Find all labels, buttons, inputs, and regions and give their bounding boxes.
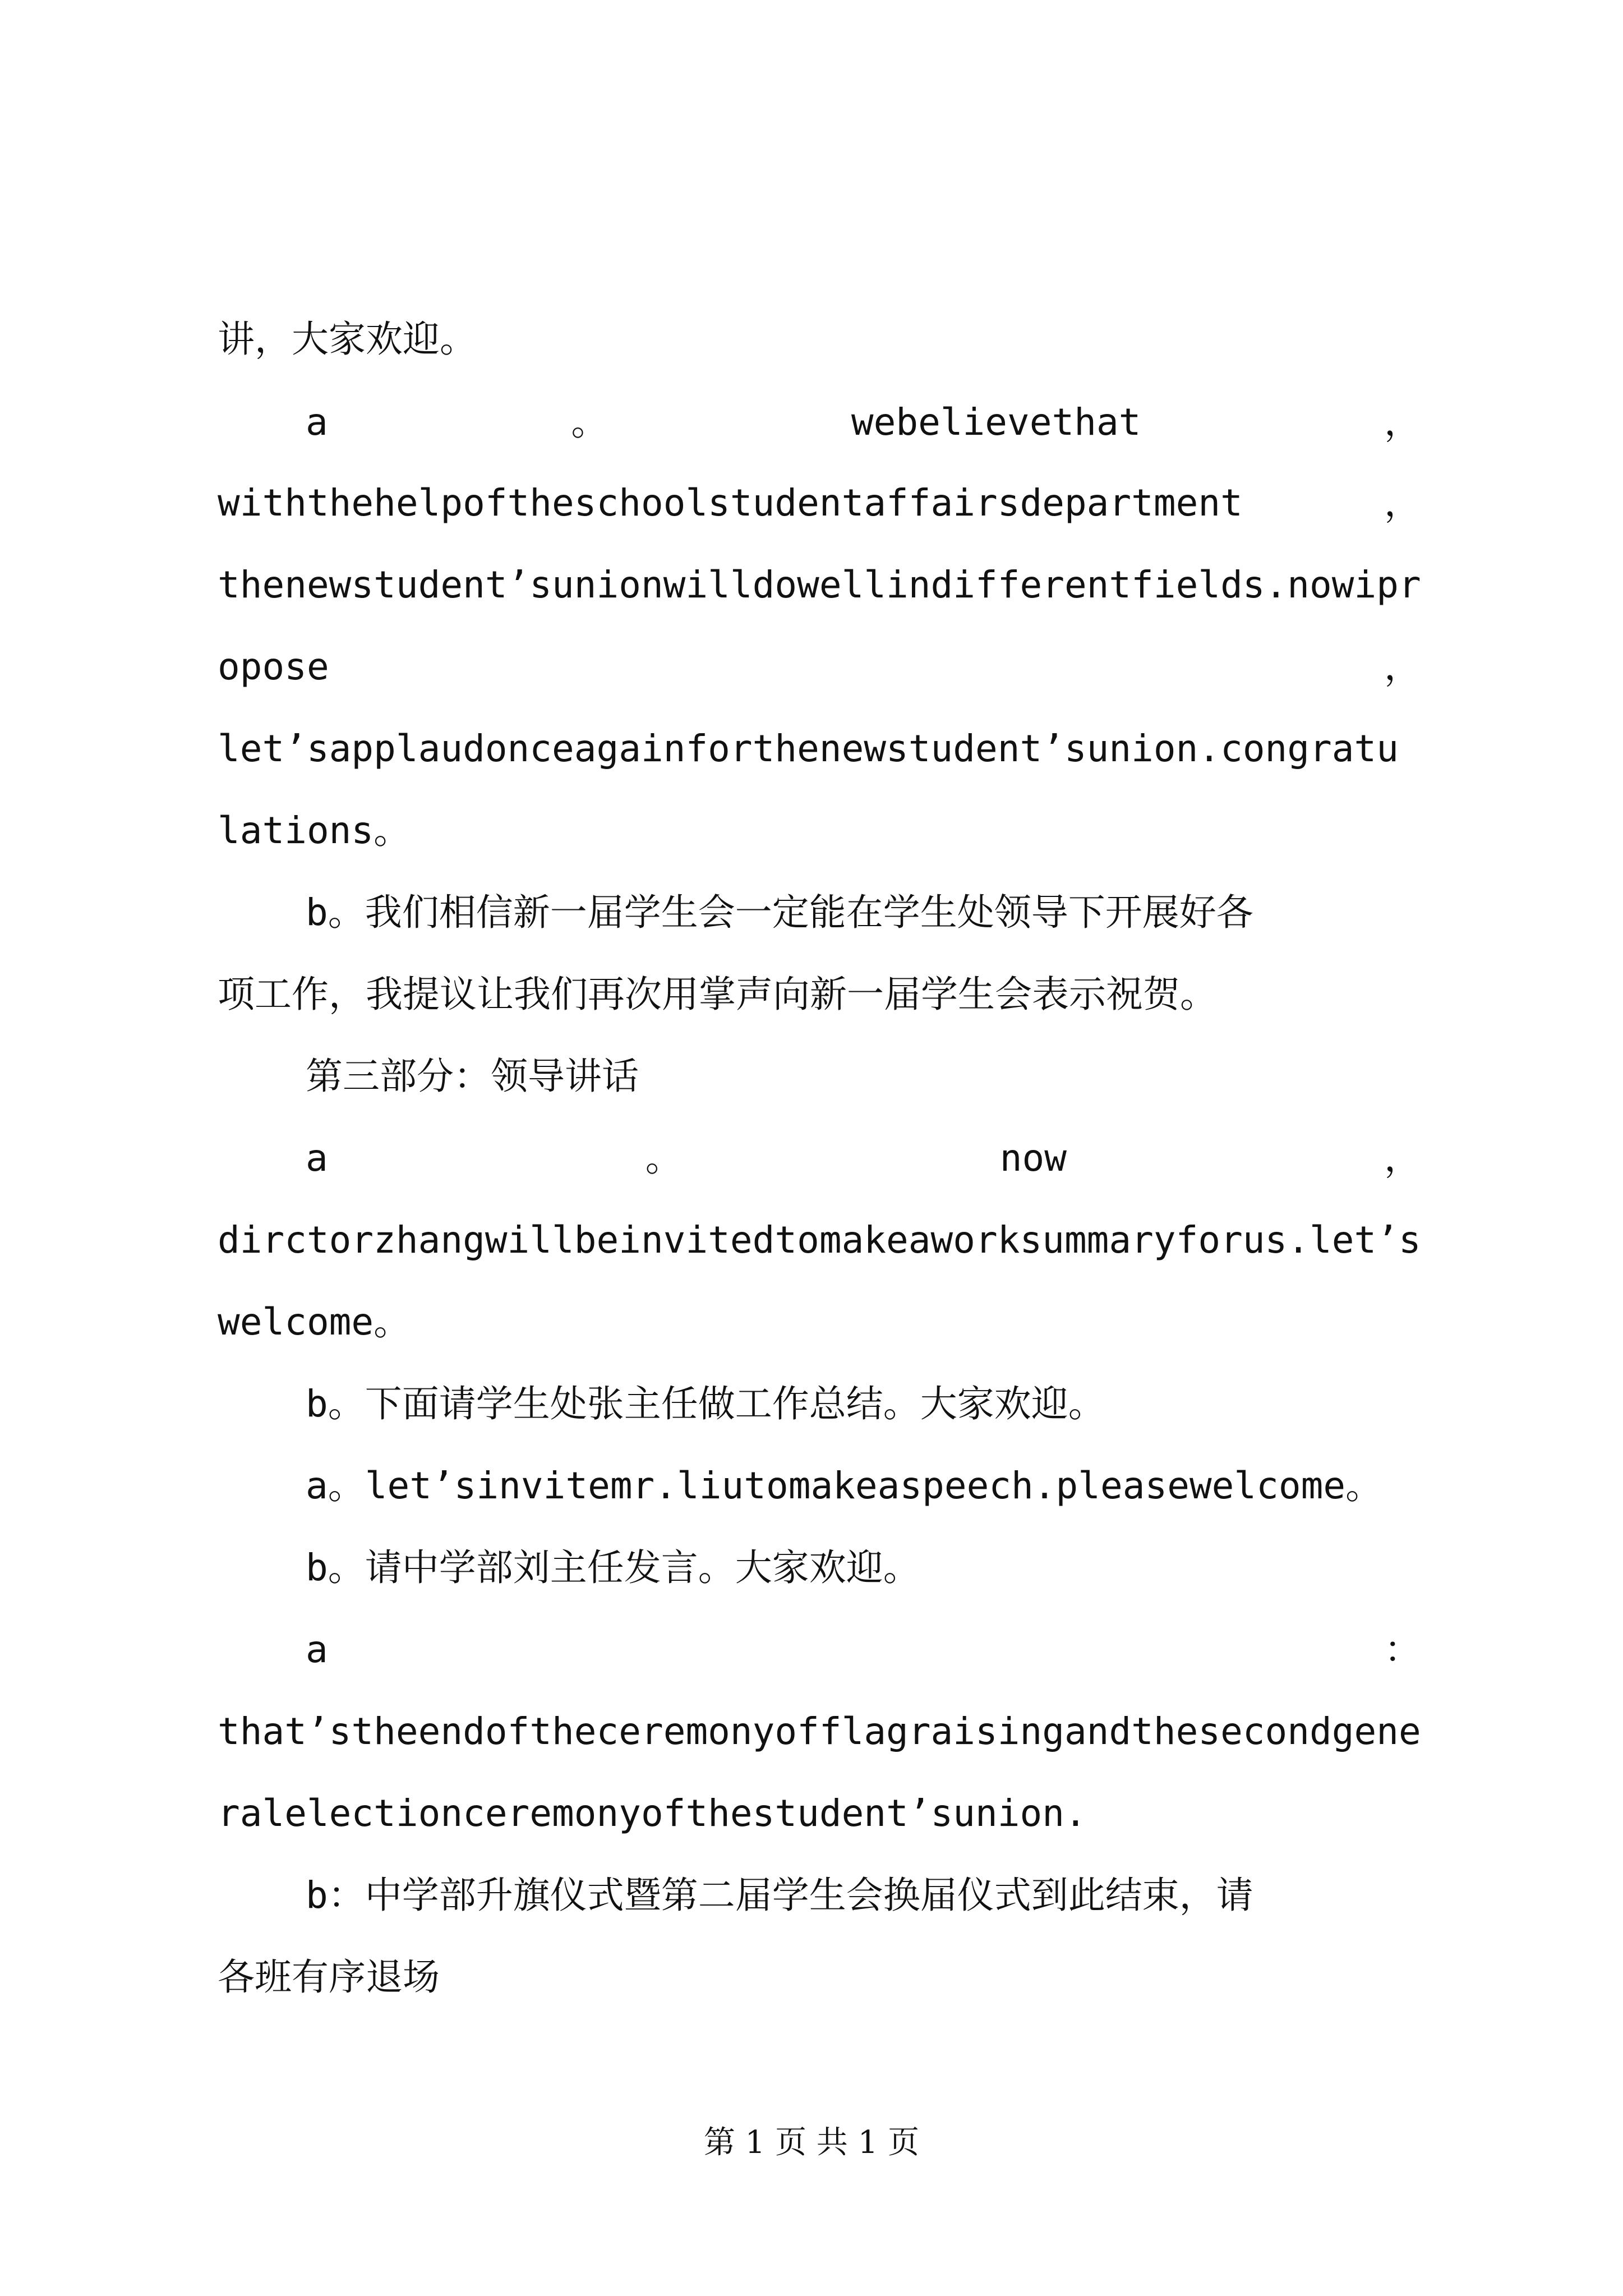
text-line: b。我们相信新一届学生会一定能在学生处领导下开展好各 (306, 891, 1253, 934)
text-fragment: now (999, 1137, 1067, 1180)
punctuation: ， (1384, 401, 1421, 444)
text-line: lations。 (218, 809, 411, 852)
text-line-justified (306, 397, 1421, 448)
text-line: welcome。 (218, 1300, 411, 1343)
text-line: 各班有序退场 (218, 1955, 440, 1999)
text-fragment: withthehelpoftheschoolstudentaffairsdepartment (218, 481, 1243, 524)
speaker-label: a (306, 1137, 328, 1180)
text-line-justified (306, 1625, 1421, 1675)
text-line-justified (306, 1133, 1421, 1184)
text-line: b。请中学部刘主任发言。大家欢迎。 (306, 1546, 920, 1589)
text-line: ralelectionceremonyofthestudent’sunion. (218, 1792, 1087, 1835)
punctuation: ， (1384, 645, 1421, 688)
text-line-justified (218, 478, 1421, 528)
text-fragment: webelievethat (851, 401, 1141, 444)
punctuation: 。 (571, 401, 608, 444)
text-line: 讲，大家欢迎。 (218, 318, 477, 361)
punctuation: ： (1384, 1628, 1421, 1671)
speaker-label: a (306, 1628, 328, 1671)
text-line-justified (218, 642, 1421, 692)
section-heading: 第三部分：领导讲话 (306, 1055, 639, 1098)
punctuation: ， (1384, 1137, 1421, 1180)
speaker-label: a (306, 401, 328, 444)
punctuation: ， (1384, 481, 1421, 524)
text-line: that’stheendoftheceremonyofflagraisingandthesecondgene (218, 1710, 1421, 1753)
text-line: thenewstudent’sunionwilldowellindifferentfields.nowipr (218, 563, 1421, 606)
text-line: b。下面请学生处张主任做工作总结。大家欢迎。 (306, 1382, 1105, 1425)
punctuation: 。 (645, 1137, 683, 1180)
text-line: a。let’sinvitemr.liutomakeaspeech.pleasewelcome。 (306, 1464, 1383, 1507)
text-fragment: opose (218, 645, 329, 688)
text-line: 项工作，我提议让我们再次用掌声向新一届学生会表示祝贺。 (218, 973, 1217, 1016)
text-line: let’sapplaudonceagainforthenewstudent’sunion.congratu (218, 727, 1399, 770)
page-number-footer: 第 1 页 共 1 页 (703, 2124, 920, 2161)
text-line: b：中学部升旗仪式暨第二届学生会换届仪式到此结束，请 (306, 1874, 1253, 1917)
text-line: dirctorzhangwillbeinvitedtomakeaworksummaryforus.let’s (218, 1218, 1421, 1262)
